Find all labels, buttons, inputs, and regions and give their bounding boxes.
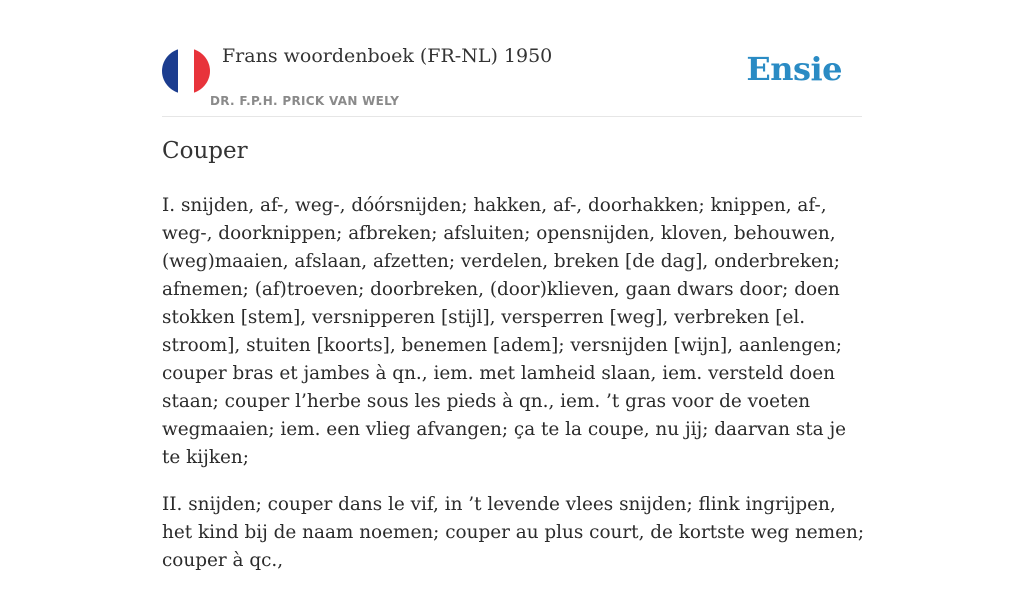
flag-stripe-blue (162, 48, 178, 94)
french-flag-icon (162, 48, 210, 94)
ensie-logo[interactable]: Ensie (746, 50, 842, 88)
dictionary-author: DR. F.P.H. PRICK VAN WELY (210, 94, 400, 108)
definition-paragraph-2: II. snijden; couper dans le vif, in ’t levende vlees snijden; flink ingrijpen, het kind bij de naam noemen; couper au plus court, de kortste weg nemen; couper à qc., (162, 494, 865, 571)
entry-title: Couper (162, 138, 248, 164)
flag-stripe-white (178, 48, 194, 94)
dictionary-title[interactable]: Frans woordenboek (FR-NL) 1950 (222, 45, 553, 67)
definition-paragraph-1: I. snijden, af-, weg-, dóórsnijden; hakken, af-, doorhakken; knippen, af-, weg-, doorknippen; afbreken; afsluiten; opensnijden, kloven, behouwen, (weg)maaien, afslaan, afzetten; verdelen, breken [de dag], onderbreken; afnemen; (af)troeven; doorbreken, (door)klieven, gaan dwars door; doen stokken [stem], versnipperen [stijl], versperren [weg], verbreken [el. stroom], stuiten [koorts], benemen [adem]; versnijden [wijn], aanlengen; couper bras et jambes à qn., iem. met lamheid slaan, iem. versteld doen staan; couper l’herbe sous les pieds à qn., iem. ’t gras voor de voeten wegmaaien; iem. een vlieg afvangen; ça te la coupe, nu jij; daarvan sta je te kijken; (162, 195, 847, 468)
entry-definition (162, 192, 867, 594)
flag-stripe-red (194, 48, 210, 94)
dictionary-header (162, 0, 862, 117)
